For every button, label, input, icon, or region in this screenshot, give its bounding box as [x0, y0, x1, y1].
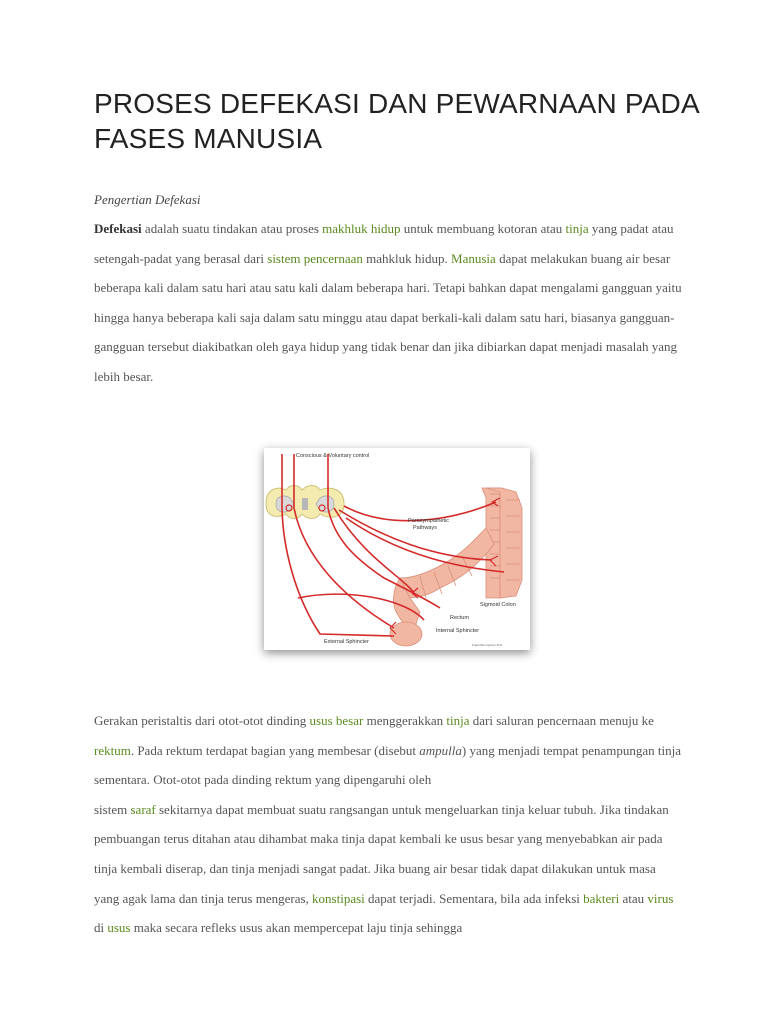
text-segment: ) yang menjadi tempat penampungan tinja sementara. Otot-otot pada dinding rektum yang dipengaruhi oleh [94, 742, 682, 788]
text-segment: adalah suatu tindakan atau proses [141, 221, 323, 236]
text-segment: mahkluk hidup. [362, 250, 452, 266]
link-tinja[interactable]: tinja [446, 713, 470, 728]
link-bakteri[interactable]: bakteri [583, 890, 620, 906]
label-internal-sphincter: Internal Sphincter [436, 628, 480, 634]
paragraph-definition [94, 214, 684, 392]
link-tinja[interactable]: tinja [565, 221, 589, 236]
term-ampulla: ampulla [419, 742, 462, 758]
text-segment: dapat terjadi. Sementara, bila ada infeksi [364, 890, 584, 906]
link-usus[interactable]: usus [107, 920, 131, 936]
text-segment: sekitarnya dapat membuat suatu rangsangan untuk mengeluarkan tinja keluar tubuh. Jika tindakan pembuangan terus ditahan atau dihambat maka tinja dapat kembali ke usus besar yang menyebabkan air pada tinja kembali diserap, dan tinja menjadi sangat padat. Jika buang air besar tidak dapat dilakukan untuk masa yang agak lama dan tinja terus mengeras, [94, 801, 669, 906]
defecation-diagram [264, 448, 530, 650]
defecation-diagram-figure [264, 448, 530, 650]
term-defekasi: Defekasi [94, 221, 142, 236]
text-segment: dari saluran pencernaan menuju ke [469, 713, 654, 728]
text-segment: di [94, 920, 108, 936]
label-external-sphincter: External Sphincter [324, 639, 369, 645]
image-credit: Frank Boumphrey M.D. [472, 643, 504, 647]
link-rektum[interactable]: rektum [94, 742, 131, 758]
paragraph-peristalsis [94, 706, 684, 943]
section-subheading: Pengertian Defekasi [94, 192, 201, 207]
text-segment: sistem [94, 801, 131, 817]
label-parasympathetic: Parasympathetic [408, 518, 449, 524]
link-makhluk-hidup[interactable]: makhluk hidup [322, 221, 401, 236]
label-pathways: Pathways [413, 525, 437, 531]
text-segment: menggerakkan [363, 713, 447, 728]
text-segment: Gerakan peristaltis dari otot-otot dinding [94, 713, 310, 728]
link-manusia[interactable]: Manusia [451, 250, 496, 266]
page-title: PROSES DEFEKASI DAN PEWARNAAN PADA FASES MANUSIA [94, 88, 699, 154]
text-segment: . Pada rektum terdapat bagian yang membesar (disebut [130, 742, 420, 758]
label-sigmoid-colon: Sigmoid Colon [480, 602, 516, 608]
link-konstipasi[interactable]: konstipasi [312, 890, 365, 906]
text-segment: atau [619, 890, 648, 906]
text-segment: dapat melakukan buang air besar beberapa kali dalam satu hari atau satu kali dalam beberapa hari. Tetapi bahkan dapat mengalami gangguan yaitu hingga hanya beberapa kali saja dalam satu minggu atau dapat berkali-kali dalam satu hari, biasanya gangguan-gangguan tersebut diakibatkan oleh gaya hidup yang tidak benar dan jika dibiarkan dapat menjadi masalah yang lebih besar. [94, 250, 682, 384]
link-usus-besar[interactable]: usus besar [309, 713, 364, 728]
text-segment: yang padat atau setengah-padat yang berasal dari [94, 221, 674, 266]
text-segment: maka secara refleks usus akan mempercepat laju tinja sehingga [130, 920, 463, 936]
text-segment: untuk membuang kotoran atau [400, 221, 566, 236]
link-sistem-pencernaan[interactable]: sistem pencernaan [267, 250, 363, 266]
label-conscious-control: Conscious & Voluntary control [296, 453, 370, 459]
link-virus[interactable]: virus [647, 890, 674, 906]
link-saraf[interactable]: saraf [130, 801, 156, 817]
label-rectum: Rectum [450, 615, 469, 621]
spinal-cord [266, 486, 344, 519]
